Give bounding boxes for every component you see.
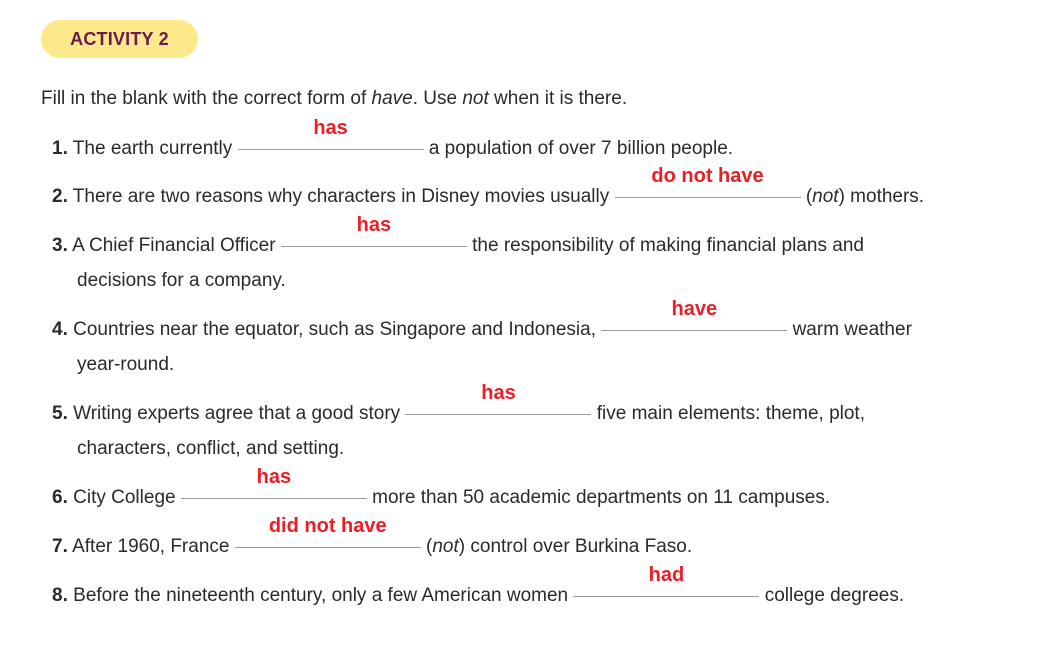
item-text-after: five main elements: theme, plot, <box>596 403 865 424</box>
exercise-item-6 <box>52 466 831 510</box>
answer-blank[interactable] <box>615 165 801 198</box>
item-text-after: a population of over 7 billion people. <box>428 138 734 159</box>
answer-text: had <box>648 564 685 586</box>
item-text-before: Before the nineteenth century, only a few American women <box>73 585 569 606</box>
answer-text: has <box>313 117 348 139</box>
answer-text: has <box>256 466 292 488</box>
activity-badge <box>41 20 198 58</box>
item-text-after: (not) control over Burkina Faso. <box>426 536 693 557</box>
item-number: 6. <box>52 487 68 508</box>
answer-text: did not have <box>268 515 387 537</box>
item-text-after: the responsibility of making financial plans and <box>472 235 864 256</box>
answer-text: has <box>481 382 516 404</box>
answer-blank[interactable] <box>405 382 591 415</box>
answer-text: do not have <box>651 165 764 187</box>
exercise-item-1 <box>52 117 734 161</box>
instructions: Fill in the blank with the correct form of have. Use not when it is there. <box>41 88 628 109</box>
exercise-item-8 <box>52 564 905 608</box>
answer-blank[interactable] <box>238 117 424 150</box>
item-text-before: After 1960, France <box>72 536 230 557</box>
exercise-item-5 <box>52 382 865 426</box>
item-number: 1. <box>52 138 68 159</box>
item-number: 5. <box>52 403 68 424</box>
answer-blank[interactable] <box>601 298 787 331</box>
item-text-before: The earth currently <box>72 138 233 159</box>
item-number: 7. <box>52 536 68 557</box>
exercise-item-7 <box>52 515 693 559</box>
item-5-continuation: characters, conflict, and setting. <box>77 438 345 459</box>
item-text-after: warm weather <box>792 319 912 340</box>
item-number: 4. <box>52 319 68 340</box>
exercise-item-3 <box>52 214 864 258</box>
item-number: 8. <box>52 585 68 606</box>
answer-blank[interactable] <box>181 466 367 499</box>
emphasis-not: not <box>462 88 489 109</box>
item-number: 2. <box>52 186 68 207</box>
answer-text: has <box>356 214 392 236</box>
answer-blank[interactable] <box>235 515 421 548</box>
item-4-continuation: year-round. <box>77 354 175 375</box>
item-text-before: Countries near the equator, such as Singapore and Indonesia, <box>73 319 597 340</box>
item-text-before: There are two reasons why characters in Disney movies usually <box>72 186 610 207</box>
item-text-before: Writing experts agree that a good story <box>73 403 401 424</box>
exercise-item-2 <box>52 165 925 209</box>
item-text-before: A Chief Financial Officer <box>72 235 276 256</box>
item-number: 3. <box>52 235 68 256</box>
exercise-item-4 <box>52 298 912 342</box>
answer-blank[interactable] <box>281 214 467 247</box>
item-text-after: college degrees. <box>764 585 905 606</box>
item-text-after: more than 50 academic departments on 11 campuses. <box>372 487 831 508</box>
item-text-before: City College <box>73 487 176 508</box>
answer-text: have <box>671 298 718 320</box>
activity-label: ACTIVITY 2 <box>70 28 169 49</box>
answer-blank[interactable] <box>573 564 759 597</box>
item-3-continuation: decisions for a company. <box>77 270 286 291</box>
emphasis-have: have <box>371 88 413 109</box>
item-text-after: (not) mothers. <box>805 186 925 207</box>
